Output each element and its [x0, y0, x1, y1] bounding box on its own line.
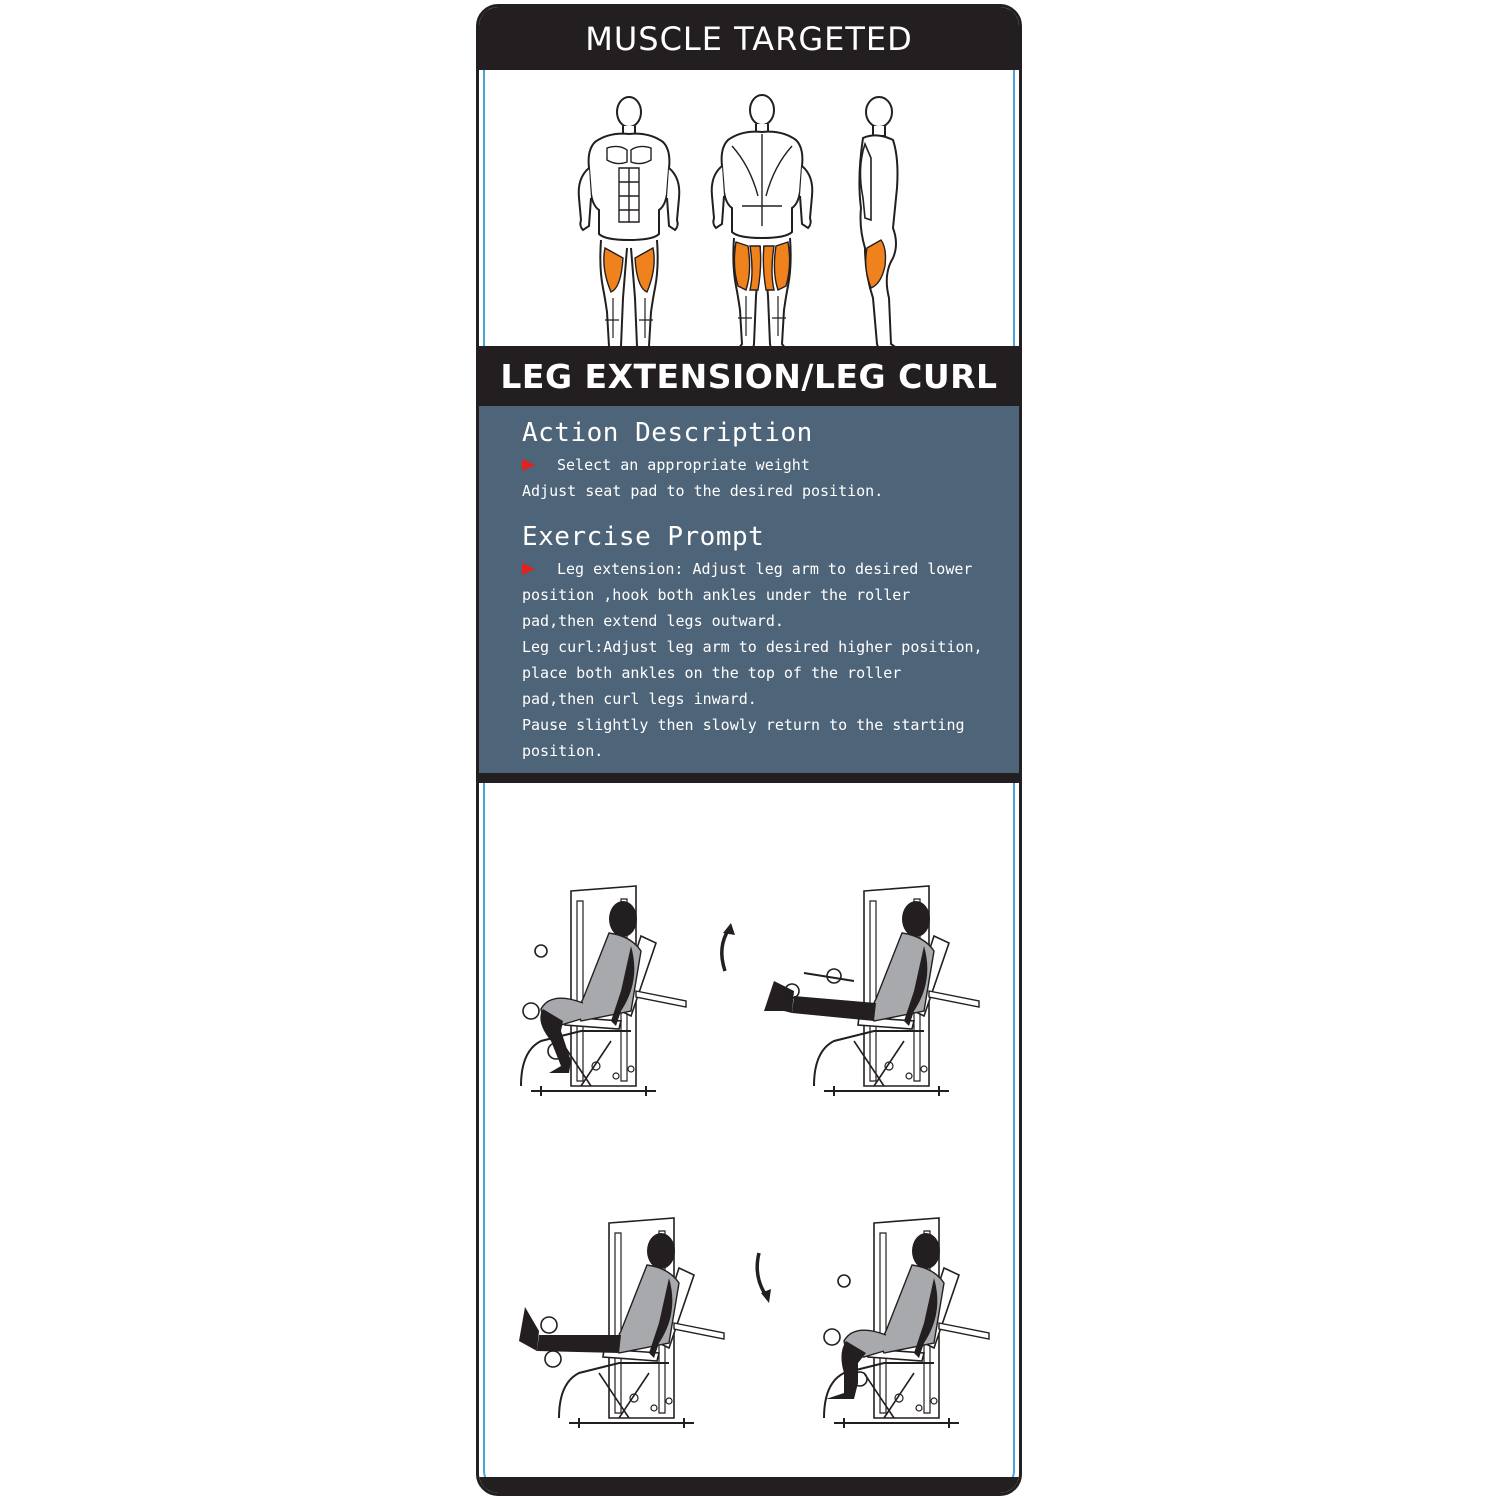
- leg-machine-illustration: [824, 1218, 989, 1428]
- machine-illustrations-svg: [479, 783, 1019, 1479]
- muscle-targeted-header: [479, 7, 1019, 70]
- leg-machine-illustration: [521, 886, 686, 1096]
- prompt-line: place both ankles on the top of the roller: [522, 664, 902, 682]
- prompt-line: pad,then curl legs inward.: [522, 690, 757, 708]
- rotation-arrow-icon: [722, 923, 735, 971]
- prompt-line: Leg extension: Adjust leg arm to desired lower: [522, 556, 999, 582]
- muscle-figures-svg: [479, 70, 1019, 346]
- instruction-card: [476, 4, 1022, 1496]
- muscle-targeted-title: MUSCLE TARGETED: [585, 19, 913, 58]
- prompt-line: pad,then extend legs outward.: [522, 612, 784, 630]
- exercise-name: LEG EXTENSION/LEG CURL: [500, 356, 998, 396]
- leg-machine-illustration: [519, 1218, 724, 1428]
- description-panel: [479, 406, 1019, 773]
- muscle-back-figure: [712, 95, 813, 346]
- muscle-figures: [479, 70, 1019, 346]
- prompt-line: Pause slightly then slowly return to the starting: [522, 716, 965, 734]
- muscle-side-figure: [859, 97, 905, 346]
- exercise-prompt-title: Exercise Prompt: [522, 522, 765, 552]
- prompt-line: position.: [522, 742, 604, 760]
- action-line: Adjust seat pad to the desired position.: [522, 482, 884, 500]
- bullet-arrow-icon: [522, 459, 535, 471]
- leg-machine-illustration: [764, 886, 979, 1096]
- exercise-name-header: [479, 346, 1019, 406]
- description-bottom-bar: [479, 773, 1019, 783]
- action-description-title: Action Description: [522, 418, 813, 448]
- prompt-line: position ,hook both ankles under the roller: [522, 586, 911, 604]
- footer-bar: [479, 1477, 1019, 1493]
- machine-illustrations: [479, 783, 1019, 1479]
- rotation-arrow-icon: [757, 1253, 771, 1303]
- bullet-arrow-icon: [522, 563, 535, 575]
- muscle-front-figure: [579, 97, 680, 346]
- prompt-line: Leg curl:Adjust leg arm to desired higher position,: [522, 638, 983, 656]
- action-line: Select an appropriate weight: [522, 452, 999, 478]
